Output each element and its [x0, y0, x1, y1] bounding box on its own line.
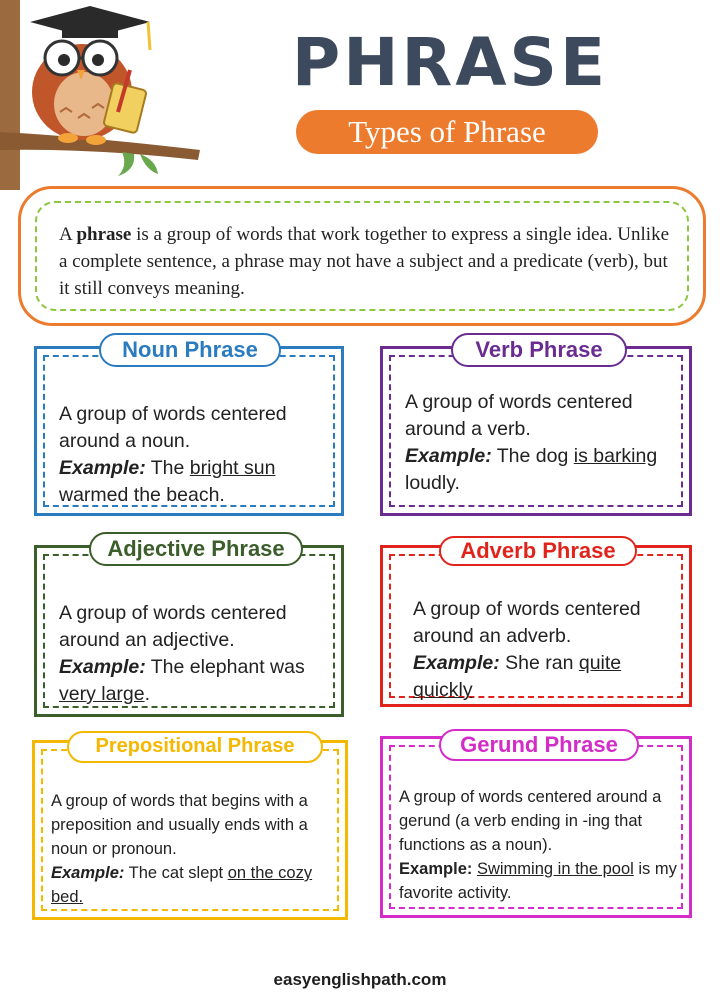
page-subtitle-badge: Types of Phrase [296, 110, 598, 154]
example-text: loudly. [405, 472, 460, 494]
card-title: Adverb Phrase [439, 536, 637, 566]
example-label: Example: [399, 860, 473, 878]
example-text: The [145, 457, 190, 479]
site-credit: easyenglishpath.com [273, 970, 447, 989]
card-description: A group of words centered around a noun. [59, 403, 287, 452]
noun-phrase-card [34, 337, 344, 516]
example-phrase: on the cozy bed. [51, 864, 313, 906]
card-description: A group of words centered around a gerund (a verb ending in -ing that functions as a noun). [399, 788, 662, 854]
example-text: The elephant was [145, 656, 305, 678]
example-label: Example: [51, 864, 125, 882]
definition-box [18, 186, 706, 326]
example-phrase: Swimming in the pool [476, 860, 634, 878]
card-description: A group of words centered around an adjective. [59, 602, 287, 651]
example-phrase: very large [59, 683, 145, 705]
example-text: warmed the beach. [59, 484, 225, 506]
card-description: A group of words centered around an adverb. [413, 598, 641, 647]
example-label: Example: [59, 656, 146, 678]
page-title: PHRASE [291, 24, 609, 101]
definition-text [35, 201, 689, 311]
example-label: Example: [413, 652, 500, 674]
example-text: is my favorite activity. [399, 860, 677, 902]
example-text: . [144, 683, 151, 705]
card-body [51, 789, 331, 909]
example-phrase: is barking [573, 445, 658, 467]
card-title: Noun Phrase [99, 333, 281, 367]
card-body [413, 596, 675, 704]
card-title: Adjective Phrase [89, 532, 303, 566]
card-title: Prepositional Phrase [67, 731, 323, 763]
example-text: The dog [491, 445, 574, 467]
definition-keyword: phrase [76, 224, 132, 245]
owl-graduate-icon [0, 0, 200, 190]
card-body [59, 401, 327, 509]
card-title: Verb Phrase [451, 333, 627, 367]
prepositional-phrase-card [32, 735, 348, 920]
example-text: She ran [499, 652, 579, 674]
definition-body: is a group of words that work together to express a single idea. Unlike a complete sentence, a phrase may not have a subject and a predicate (verb), but it still conveys meaning. [59, 224, 670, 299]
adverb-phrase-card [380, 538, 692, 707]
card-description: A group of words that begins with a preposition and usually ends with a noun or pronoun. [51, 792, 308, 858]
adjective-phrase-card [34, 536, 344, 717]
example-text: The cat slept [124, 864, 228, 882]
example-phrase: quite quickly [413, 652, 622, 701]
example-label: Example: [59, 457, 146, 479]
card-body [399, 785, 683, 905]
example-label: Example: [405, 445, 492, 467]
card-body [59, 600, 327, 708]
example-phrase: bright sun [189, 457, 276, 479]
definition-lead: A [59, 224, 77, 245]
verb-phrase-card [380, 337, 692, 516]
card-title: Gerund Phrase [439, 729, 639, 761]
gerund-phrase-card [380, 732, 692, 918]
card-body [405, 389, 675, 497]
card-description: A group of words centered around a verb. [405, 391, 633, 440]
